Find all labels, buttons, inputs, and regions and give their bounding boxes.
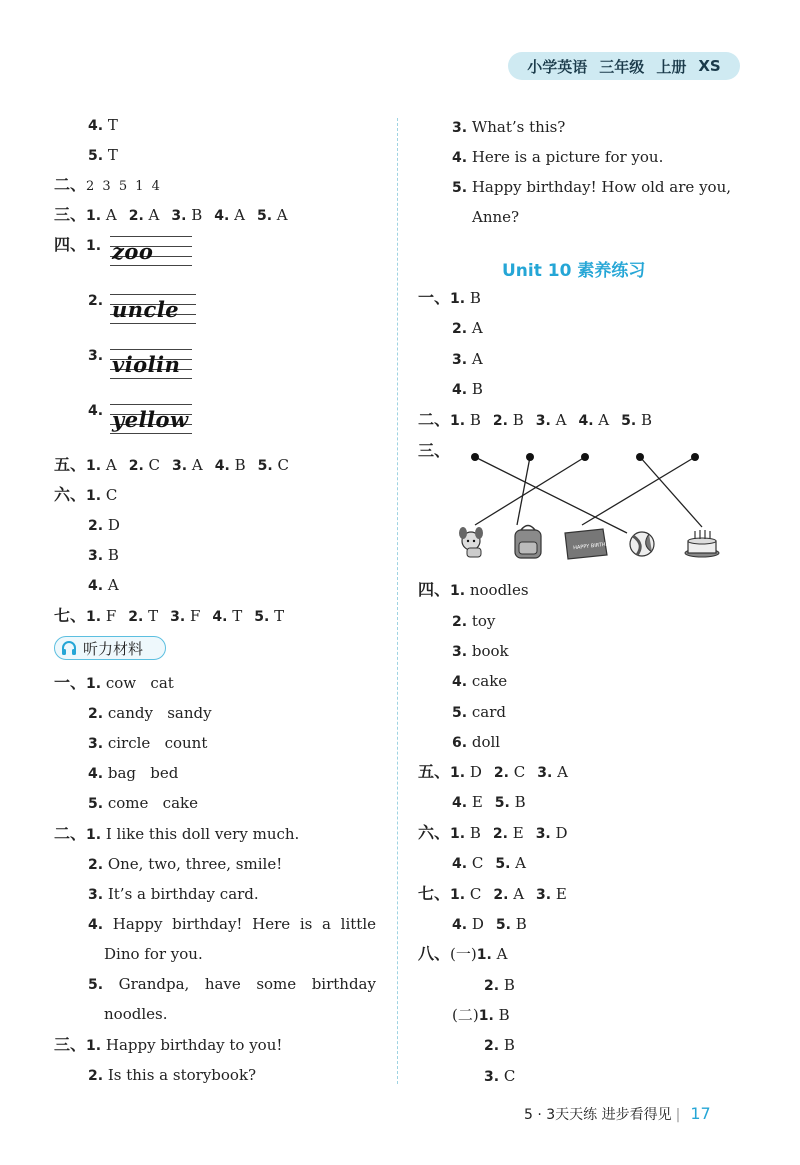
answer-line: 2. D xyxy=(88,516,120,534)
answer-line: 5. come cake xyxy=(88,794,198,812)
answer-line: 4. B xyxy=(452,380,483,398)
answer-line: 4. cake xyxy=(452,672,508,690)
edition: XS xyxy=(698,57,721,75)
match-dot xyxy=(636,453,644,461)
answer-line: 5. card xyxy=(452,703,506,721)
section-5: 五、1. A 2. C 3. A 4. B 5. C xyxy=(54,455,289,474)
handwriting-line xyxy=(110,404,192,434)
r-section-8: 八、(一)1. A xyxy=(418,944,508,963)
r-section-7: 七、1. C 2. A 3. E xyxy=(418,884,567,903)
footer: 5 · 3天天练 进步看得见 | 17 xyxy=(524,1104,711,1123)
r-section-6: 六、1. B 2. E 3. D xyxy=(418,823,568,842)
answer-line: 5. T xyxy=(88,146,118,164)
answer-line: 3. What’s this? xyxy=(452,118,566,136)
listening-2: 二、1. I like this doll very much. xyxy=(54,824,300,843)
answer-line: 2. A xyxy=(452,319,483,337)
handwriting-line xyxy=(110,294,196,324)
answer-line: 4. C 5. A xyxy=(452,854,527,872)
answer-line: 3. A xyxy=(452,350,483,368)
answer-line: 2. One, two, three, smile! xyxy=(88,855,283,873)
answer-line: 2. xyxy=(88,293,104,309)
section-4-label: 四、1. xyxy=(54,235,102,254)
handwriting-line xyxy=(110,236,192,266)
unit-title: Unit 10 素养练习 xyxy=(502,261,646,281)
answer-line: 3. circle count xyxy=(88,734,208,752)
answer-line: 4. xyxy=(88,403,104,419)
match-line xyxy=(475,457,585,525)
handwriting-line xyxy=(110,349,192,379)
answer-line: 3. It’s a birthday card. xyxy=(88,885,259,903)
answer-line: 4. T xyxy=(88,116,118,134)
listening-material-tag xyxy=(54,636,166,660)
r-section-5: 五、1. D 2. C 3. A xyxy=(418,762,568,781)
section-6: 六、1. C xyxy=(54,485,118,504)
answer-line: 2. B xyxy=(484,976,515,994)
answer-line: 4. bag bed xyxy=(88,764,179,782)
answer-line: 2. toy xyxy=(452,612,496,630)
column-divider xyxy=(397,118,398,1084)
listening-1: 一、1. cow cat xyxy=(54,673,174,692)
answer-line-cont: Anne? xyxy=(472,208,520,226)
handwritten-word: zoo xyxy=(112,239,154,264)
section-3: 三、1. A 2. A 3. B 4. A 5. A xyxy=(54,205,288,224)
answer-line: 3. book xyxy=(452,642,509,660)
ball-icon xyxy=(630,532,654,556)
volume: 上册 xyxy=(656,57,687,76)
headphones-icon xyxy=(61,640,77,656)
answer-line: 4. E 5. B xyxy=(452,793,526,811)
r-section-4: 四、1. noodles xyxy=(418,580,529,599)
listening-title: 听力材料 xyxy=(83,639,144,658)
backpack-icon xyxy=(515,526,541,559)
answer-line: 2. candy sandy xyxy=(88,704,212,722)
answer-line: 6. doll xyxy=(452,733,501,751)
cake-icon xyxy=(685,530,719,557)
svg-text:HAPPY BIRTHDAY: HAPPY BIRTHDAY xyxy=(572,540,616,552)
answer-line: 3. xyxy=(88,348,104,364)
subject: 小学英语 xyxy=(527,57,588,76)
answer-line: 4. D 5. B xyxy=(452,915,527,933)
match-line xyxy=(640,457,702,527)
match-line xyxy=(475,457,627,533)
footer-slogan: 进步看得见 xyxy=(601,1107,672,1123)
answer-line: 2. B xyxy=(484,1036,515,1054)
answer-line: (二)1. B xyxy=(452,1006,510,1024)
handwritten-word: yellow xyxy=(112,407,189,432)
match-dot xyxy=(581,453,589,461)
match-dot xyxy=(691,453,699,461)
r-section-1: 一、1. B xyxy=(418,288,481,307)
footer-brand: 5 · 3天天练 xyxy=(524,1107,598,1123)
answer-line: 4. Here is a picture for you. xyxy=(452,148,664,166)
answer-line: 5. Grandpa, have some birthday xyxy=(88,975,376,993)
answer-line: 3. B xyxy=(88,546,119,564)
answer-line: 3. C xyxy=(484,1067,516,1085)
handwritten-word: violin xyxy=(112,352,181,377)
matching-diagram xyxy=(455,445,735,565)
answer-line-cont: Dino for you. xyxy=(104,945,203,963)
answer-line: 5. Happy birthday! How old are you, xyxy=(452,178,731,196)
match-dot xyxy=(471,453,479,461)
page-number: 17 xyxy=(690,1104,711,1123)
birthday-card-icon xyxy=(565,529,617,559)
handwritten-word: uncle xyxy=(112,297,180,322)
answer-line: 4. A xyxy=(88,576,119,594)
header-tag xyxy=(508,52,740,80)
r-section-2: 二、1. B 2. B 3. A 4. A 5. B xyxy=(418,410,653,429)
match-dot xyxy=(526,453,534,461)
answer-line: 4. Happy birthday! Here is a little xyxy=(88,915,376,933)
match-line xyxy=(517,457,530,525)
dog-toy-icon xyxy=(459,527,483,557)
answer-line: 2. Is this a storybook? xyxy=(88,1066,257,1084)
answer-line-cont: noodles. xyxy=(104,1005,168,1023)
match-line xyxy=(582,457,695,525)
listening-3: 三、1. Happy birthday to you! xyxy=(54,1035,283,1054)
section-2: 二、2 3 5 1 4 xyxy=(54,175,162,194)
r-section-3-label: 三、 xyxy=(418,441,451,460)
grade: 三年级 xyxy=(599,57,645,76)
section-7: 七、1. F 2. T 3. F 4. T 5. T xyxy=(54,606,285,625)
